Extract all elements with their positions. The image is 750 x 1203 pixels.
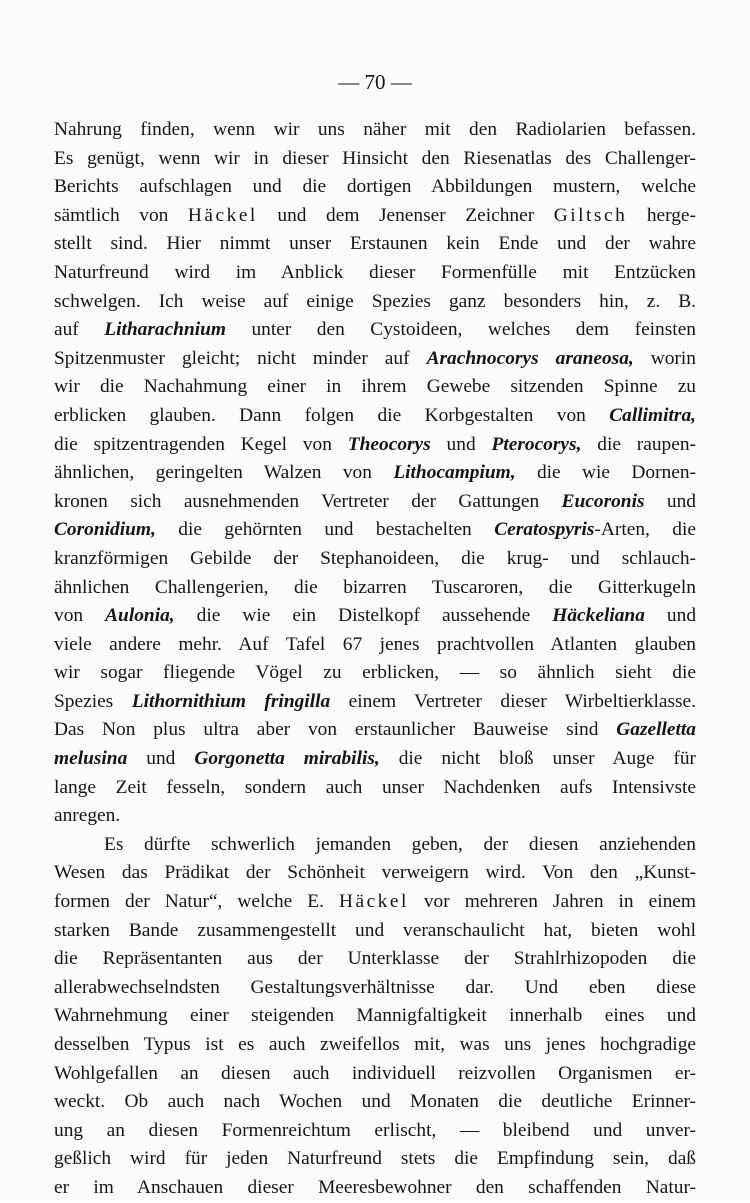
line-text: und xyxy=(127,748,195,770)
species-name: Litharachnium xyxy=(104,319,227,341)
text-line xyxy=(54,230,696,259)
species-name: Arachnocorys araneosa, xyxy=(426,347,634,369)
line-text: erblicken glauben. Dann folgen die Korbgestalten von xyxy=(54,404,610,426)
species-name: Callimitra, xyxy=(609,404,696,426)
line-text: kronen sich ausnehmenden Vertreter der Gattungen xyxy=(54,490,562,512)
text-line xyxy=(54,602,696,631)
text-line xyxy=(54,288,696,317)
line-text: die wie ein Distelkopf aussehende xyxy=(174,605,553,627)
line-text: formen der Natur“, welche E. xyxy=(54,891,339,913)
text-line xyxy=(54,831,696,860)
line-text: wir die Nachahmung einer in ihrem Gewebe sitzenden Spinne zu xyxy=(54,376,696,398)
species-name: Eucoronis xyxy=(561,490,645,512)
line-text: lange Zeit fesseln, sondern auch unser Nachdenken aufs Intensivste xyxy=(54,776,696,798)
text-line xyxy=(54,945,696,974)
line-text: die wie Dornen- xyxy=(515,462,696,484)
line-text: desselben Typus ist es auch zweifellos mit, was uns jenes hochgradige xyxy=(54,1034,696,1055)
line-text: worin xyxy=(633,347,696,369)
line-text: herge- xyxy=(627,204,696,226)
text-line xyxy=(54,631,696,660)
line-text: Wesen das Prädikat der Schönheit verweigern wird. Von den „Kunst- xyxy=(54,862,696,884)
text-line xyxy=(54,745,696,774)
line-text: Es genügt, wenn wir in dieser Hinsicht den Riesenatlas des Challenger- xyxy=(54,147,696,169)
species-name: Coronidium, xyxy=(54,519,156,541)
text-line xyxy=(54,859,696,888)
text-line xyxy=(54,1117,696,1146)
line-text: viele andere mehr. Auf Tafel 67 jenes prachtvollen Atlanten glauben xyxy=(54,633,696,655)
line-text: Spitzenmuster gleicht; nicht minder auf xyxy=(54,347,427,369)
line-text: und xyxy=(644,605,697,627)
text-line xyxy=(54,202,696,231)
line-text: von xyxy=(54,605,106,627)
spaced-name: Giltsch xyxy=(553,204,628,226)
text-line xyxy=(54,402,696,431)
line-text: die nicht bloß unser Auge für xyxy=(379,748,697,770)
text-line xyxy=(54,974,696,1003)
line-text: -Arten, die xyxy=(594,519,696,541)
line-text: Berichts aufschlagen und die dortigen Abbildungen mustern, welche xyxy=(54,176,696,198)
line-text: sämtlich von xyxy=(54,204,188,226)
line-text: und xyxy=(644,490,696,512)
text-line xyxy=(54,917,696,946)
line-text: weckt. Ob auch nach Wochen und Monaten die deutliche Erinner- xyxy=(54,1091,696,1113)
text-line xyxy=(54,259,696,288)
text-line xyxy=(54,373,696,402)
page-number: — 70 — xyxy=(338,70,412,94)
line-text: ähnlichen Challengerien, die bizarren Tuscaroren, die Gitterkugeln xyxy=(54,576,696,598)
text-line xyxy=(54,802,696,831)
text-line xyxy=(54,688,696,717)
text-line xyxy=(54,1174,696,1203)
line-text: die raupen- xyxy=(581,433,696,455)
line-text: er im Anschauen dieser Meeresbewohner den schaffenden Natur- xyxy=(54,1176,696,1198)
line-text: ung an diesen Formenreichtum erlischt, — bleibend und unver- xyxy=(54,1119,696,1141)
line-text: Das Non plus ultra aber von erstaunlicher Bauweise sind xyxy=(54,719,617,741)
species-name: melusina xyxy=(54,748,128,770)
line-text: Wohlgefallen an diesen auch individuell reizvollen Organismen er- xyxy=(54,1062,696,1084)
spaced-name: Häckel xyxy=(187,204,258,226)
text-line xyxy=(54,774,696,803)
line-text: die Repräsentanten aus der Unterklasse der Strahlrhizopoden die xyxy=(54,948,696,970)
line-text: Wahrnehmung einer steigenden Mannigfaltigkeit innerhalb eines und xyxy=(54,1005,696,1027)
text-line xyxy=(54,716,696,745)
line-text: einem Vertreter dieser Wirbeltierklasse. xyxy=(330,690,696,712)
text-line xyxy=(54,431,696,460)
line-text: ähnlichen, geringelten Walzen von xyxy=(54,462,394,484)
text-line xyxy=(54,145,696,174)
line-text: kranzförmigen Gebilde der Stephanoideen, die krug- und schlauch- xyxy=(54,547,696,569)
species-name: Häckeliana xyxy=(552,605,645,627)
line-text: allerabwechselndsten Gestaltungsverhältnisse dar. Und eben diese xyxy=(54,976,696,998)
line-text: und dem Jenenser Zeichner xyxy=(257,204,554,226)
text-line xyxy=(54,516,696,545)
text-line xyxy=(54,1145,696,1174)
line-text: schwelgen. Ich weise auf einige Spezies ganz besonders hin, z. B. xyxy=(54,290,696,312)
line-text: stellt sind. Hier nimmt unser Erstaunen kein Ende und der wahre xyxy=(54,233,696,255)
text-line xyxy=(54,316,696,345)
line-text: anregen. xyxy=(54,805,121,827)
line-text: die gehörnten und bestachelten xyxy=(155,519,495,541)
species-name: Pterocorys, xyxy=(491,433,582,455)
text-line xyxy=(54,888,696,917)
text-line xyxy=(54,116,696,145)
species-name: Ceratospyris xyxy=(494,519,595,541)
line-text: und xyxy=(430,433,492,455)
text-line xyxy=(54,574,696,603)
line-text: auf xyxy=(54,319,105,341)
line-text: Naturfreund wird im Anblick dieser Formenfülle mit Entzücken xyxy=(54,261,696,283)
line-text: vor mehreren Jahren in einem xyxy=(408,891,696,913)
text-line xyxy=(54,459,696,488)
spaced-name: Häckel xyxy=(338,891,409,913)
text-line xyxy=(54,488,696,517)
line-text: Nahrung finden, wenn wir uns näher mit den Radiolarien befassen. xyxy=(54,119,696,140)
line-text: unter den Cystoideen, welches dem feinsten xyxy=(226,319,696,341)
text-line xyxy=(54,545,696,574)
text-line xyxy=(54,659,696,688)
line-text: starken Bande zusammengestellt und veranschaulicht hat, bieten wohl xyxy=(54,919,696,941)
body-text xyxy=(54,116,696,1203)
line-text: Spezies xyxy=(54,690,132,712)
text-line xyxy=(54,1060,696,1089)
text-line xyxy=(54,1002,696,1031)
line-text: Es dürfte schwerlich jemanden geben, der diesen anziehenden xyxy=(104,833,696,855)
species-name: Lithocampium, xyxy=(393,462,516,484)
species-name: Lithornithium fringilla xyxy=(131,690,331,712)
species-name: Gorgonetta mirabilis, xyxy=(194,748,380,770)
text-line xyxy=(54,1088,696,1117)
text-line xyxy=(54,173,696,202)
text-line xyxy=(54,1031,696,1060)
species-name: Aulonia, xyxy=(105,605,175,627)
line-text: die spitzentragenden Kegel von xyxy=(54,433,348,455)
text-line xyxy=(54,345,696,374)
line-text: geßlich wird für jeden Naturfreund stets die Empfindung sein, daß xyxy=(54,1148,696,1170)
species-name: Gazelletta xyxy=(616,719,696,741)
species-name: Theocorys xyxy=(347,433,431,455)
line-text: wir sogar fliegende Vögel zu erblicken, — so ähnlich sieht die xyxy=(54,662,696,684)
